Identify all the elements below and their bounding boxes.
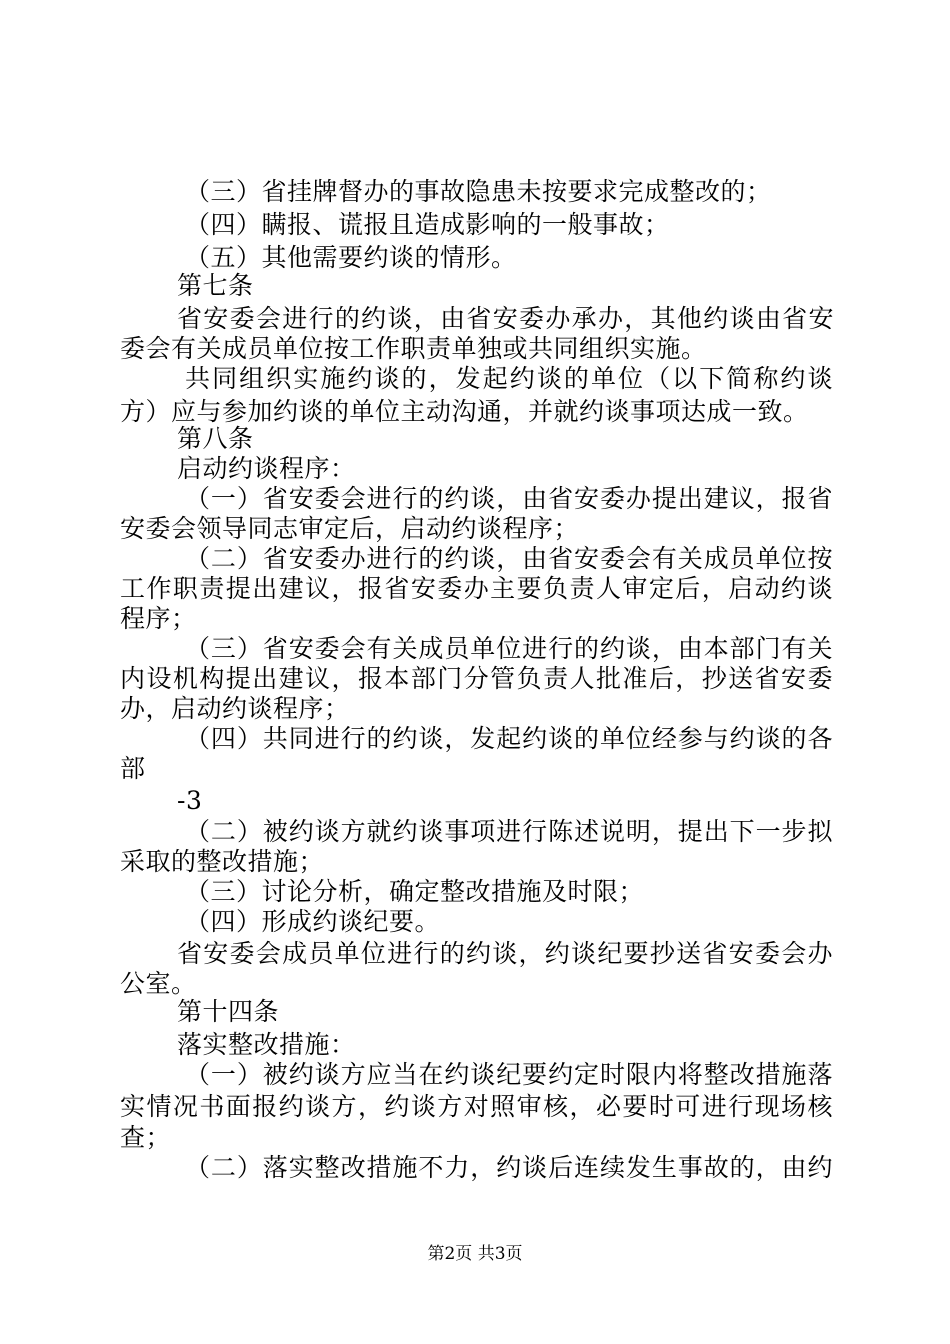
article-heading: 第十四条 xyxy=(177,997,280,1026)
paragraph-line: （五）其他需要约谈的情形。 xyxy=(185,243,517,272)
paragraph-line: （三）讨论分析，确定整改措施及时限； xyxy=(185,877,645,906)
page-footer: 第2页 共3页 xyxy=(427,1244,523,1264)
paragraph-line: 查； xyxy=(120,1123,172,1152)
paragraph-line: 办，启动约谈程序； xyxy=(120,694,350,723)
paragraph-line: （一）省安委会进行的约谈，由省安委办提出建议，报省 xyxy=(185,484,833,513)
paragraph-line: 工作职责提出建议，报省安委办主要负责人审定后，启动约谈 xyxy=(120,574,833,603)
paragraph-line: （二）省安委办进行的约谈，由省安委会有关成员单位按 xyxy=(185,544,833,573)
paragraph-line: 采取的整改措施； xyxy=(120,847,325,876)
paragraph-line: 省安委会进行的约谈，由省安委办承办，其他约谈由省安 xyxy=(177,304,834,333)
paragraph-line: 内设机构提出建议，报本部门分管负责人批准后，抄送省安委 xyxy=(120,664,833,693)
paragraph-line: （二）落实整改措施不力，约谈后连续发生事故的，由约 xyxy=(185,1153,833,1182)
paragraph-line: （四）瞒报、谎报且造成影响的一般事故； xyxy=(185,210,670,239)
paragraph-line: 共同组织实施约谈的，发起约谈的单位（以下简称约谈 xyxy=(185,364,833,393)
paragraph-line: （四）形成约谈纪要。 xyxy=(185,907,441,936)
paragraph-line: （四）共同进行的约谈，发起约谈的单位经参与约谈的各 xyxy=(185,724,833,753)
paragraph-line: 委会有关成员单位按工作职责单独或共同组织实施。 xyxy=(120,334,707,363)
page-marker: -3 xyxy=(177,786,203,815)
paragraph-line: 落实整改措施： xyxy=(177,1030,356,1059)
paragraph-line: 方）应与参加约谈的单位主动沟通，并就约谈事项达成一致。 xyxy=(120,397,809,426)
paragraph-line: （三）省安委会有关成员单位进行的约谈，由本部门有关 xyxy=(185,634,833,663)
article-heading: 第八条 xyxy=(177,424,254,453)
paragraph-line: 实情况书面报约谈方，约谈方对照审核，必要时可进行现场核 xyxy=(120,1092,833,1121)
paragraph-line: （三）省挂牌督办的事故隐患未按要求完成整改的； xyxy=(185,177,772,206)
paragraph-line: 安委会领导同志审定后，启动约谈程序； xyxy=(120,514,580,543)
paragraph-line: 公室。 xyxy=(120,969,197,998)
paragraph-line: 部 xyxy=(120,754,146,783)
article-heading: 第七条 xyxy=(177,271,254,300)
paragraph-line: 启动约谈程序： xyxy=(177,454,356,483)
paragraph-line: （一）被约谈方应当在约谈纪要约定时限内将整改措施落 xyxy=(185,1060,833,1089)
paragraph-line: 程序； xyxy=(120,604,197,633)
paragraph-line: 省安委会成员单位进行的约谈，约谈纪要抄送省安委会办 xyxy=(177,939,833,968)
paragraph-line: （二）被约谈方就约谈事项进行陈述说明，提出下一步拟 xyxy=(185,817,833,846)
